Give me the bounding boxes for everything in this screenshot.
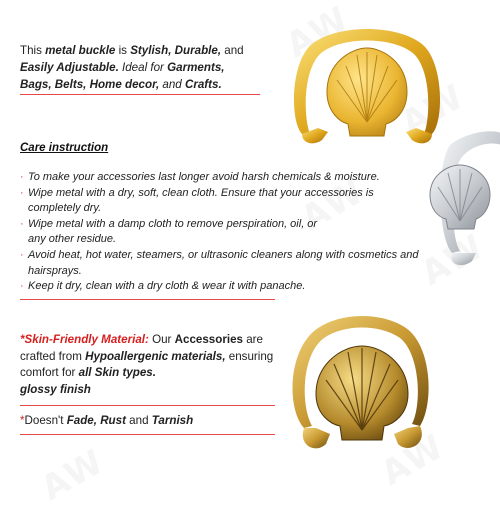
- intro-text: and: [221, 44, 244, 57]
- bullet-icon: ·: [20, 186, 24, 199]
- skin-text: ensuring comfort for: [20, 349, 274, 379]
- use-term: Garments,: [167, 61, 225, 74]
- quality-term: Easily Adjustable.: [20, 61, 119, 74]
- list-item: [20, 186, 403, 217]
- divider: [20, 434, 275, 435]
- list-item: [20, 279, 415, 295]
- intro-paragraph: [20, 42, 282, 93]
- bullet-icon: ·: [20, 171, 24, 183]
- skin-term: all Skin types.: [78, 366, 156, 379]
- list-item: [20, 248, 423, 279]
- use-term: Crafts.: [184, 78, 222, 91]
- divider: [20, 405, 275, 406]
- skin-term: Accessories: [174, 333, 243, 346]
- product-term: metal buckle: [45, 44, 116, 57]
- skin-heading: *Skin-Friendly Material:: [20, 333, 149, 346]
- quality-term: Stylish, Durable,: [130, 44, 222, 57]
- list-item: [20, 170, 415, 186]
- bullet-icon: ·: [20, 248, 24, 261]
- finish-term: glossy finish: [20, 382, 91, 396]
- care-item-text: To make your accessories last longer avoid harsh chemicals & moisture.: [28, 171, 380, 183]
- skin-text: are crafted from: [20, 333, 263, 363]
- intro-text: is: [115, 44, 131, 57]
- care-item-text: Avoid heat, hot water, steamers, or ultrasonic cleaners along with cosmetics and hairsprays.: [28, 248, 419, 277]
- care-list: [20, 170, 419, 295]
- silver-shell-buckle-image: [410, 125, 500, 275]
- care-item-text: Wipe metal with a damp cloth to remove perspiration, oil, or any other residue.: [28, 217, 318, 246]
- fade-term: Tarnish: [151, 414, 194, 427]
- fade-line: [20, 414, 193, 427]
- intro-text: This: [20, 44, 46, 57]
- antique-gold-shell-buckle-image: [282, 308, 442, 468]
- intro-text: Ideal for: [118, 61, 168, 74]
- list-item: [20, 217, 328, 248]
- watermark: [34, 441, 111, 509]
- bullet-icon: ·: [20, 280, 24, 293]
- skin-term: Hypoallergenic materials,: [85, 349, 226, 363]
- divider: [20, 94, 260, 95]
- care-title: Care instruction: [20, 142, 109, 154]
- care-item-text: Keep it dry, clean with a dry cloth & wear it with panache.: [28, 280, 306, 293]
- fade-text: Doesn't: [24, 414, 67, 427]
- skin-friendly-paragraph: [20, 332, 275, 398]
- use-term: Bags, Belts, Home decor,: [20, 78, 160, 91]
- care-item-text: Wipe metal with a dry, soft, clean cloth. Ensure that your accessories is completely dry.: [28, 186, 374, 215]
- skin-text: Our: [148, 333, 175, 346]
- bullet-icon: ·: [20, 217, 24, 230]
- fade-term: Fade, Rust: [66, 414, 126, 427]
- star-mark: *: [20, 414, 25, 427]
- intro-text: and: [159, 78, 185, 91]
- divider: [20, 299, 275, 300]
- fade-text: and: [125, 414, 152, 427]
